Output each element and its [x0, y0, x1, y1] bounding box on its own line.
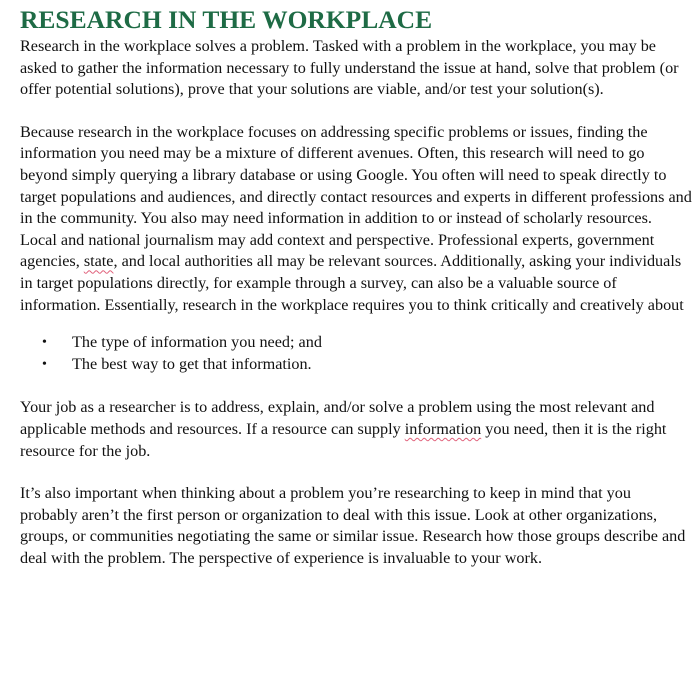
list-item [42, 332, 692, 354]
list-item [42, 354, 692, 376]
list-item-text: The best way to get that information. [72, 354, 312, 373]
bullet-list [20, 332, 692, 375]
paragraph-researcher-job-text-end: you need, then it is the right resource for the job. [20, 419, 667, 460]
spellcheck-flagged-word[interactable]: state [83, 252, 114, 271]
paragraph-avenues-text-start: Because research in the workplace focuses on addressing specific problems or issues, finding the information you need may be a mixture of different avenues. Often, this research will need to go beyond simply querying a library database or using Google. You often will need to speak directly to target populations and audiences, and directly contact resources and experts in different professions and in the community. You also may need information in addition to or instead of scholarly resources. Local and national journalism may add context and perspective. Professional experts, government agencies, [20, 122, 692, 271]
paragraph-researcher-job-text-start: Your job as a researcher is to address, explain, and/or solve a problem using the most relevant and applicable methods and resources. If a resource can supply [20, 398, 655, 438]
paragraph-avenues-text-end: , and local authorities all may be relevant sources. Additionally, asking your individuals in target populations directly, for example through a survey, can also be a valuable source of information. Essentially, research in the workplace requires you to think critically and creatively about [20, 252, 684, 314]
paragraph-avenues [20, 122, 692, 316]
paragraph-intro: Research in the workplace solves a problem. Tasked with a problem in the workplace, you may be asked to gather the information necessary to fully understand the issue at hand, solve that problem (or offer potential solutions), prove that your solutions are viable, and/or test your solution(s). [20, 37, 679, 99]
bullet-icon: • [42, 356, 47, 372]
page-title: RESEARCH IN THE WORKPLACE [20, 5, 433, 34]
paragraph-researcher-job [20, 397, 692, 462]
document-body [20, 4, 692, 569]
paragraph-perspective: It’s also important when thinking about a problem you’re researching to keep in mind that you probably aren’t the first person or organization to deal with this issue. Look at other organizations, groups, or communities negotiating the same or similar issue. Research how those groups describe and deal with the problem. The perspective of experience is invaluable to your work. [20, 484, 686, 567]
spellcheck-flagged-word[interactable]: information [404, 419, 482, 438]
bullet-icon: • [42, 335, 47, 351]
list-item-text: The type of information you need; and [72, 333, 322, 352]
